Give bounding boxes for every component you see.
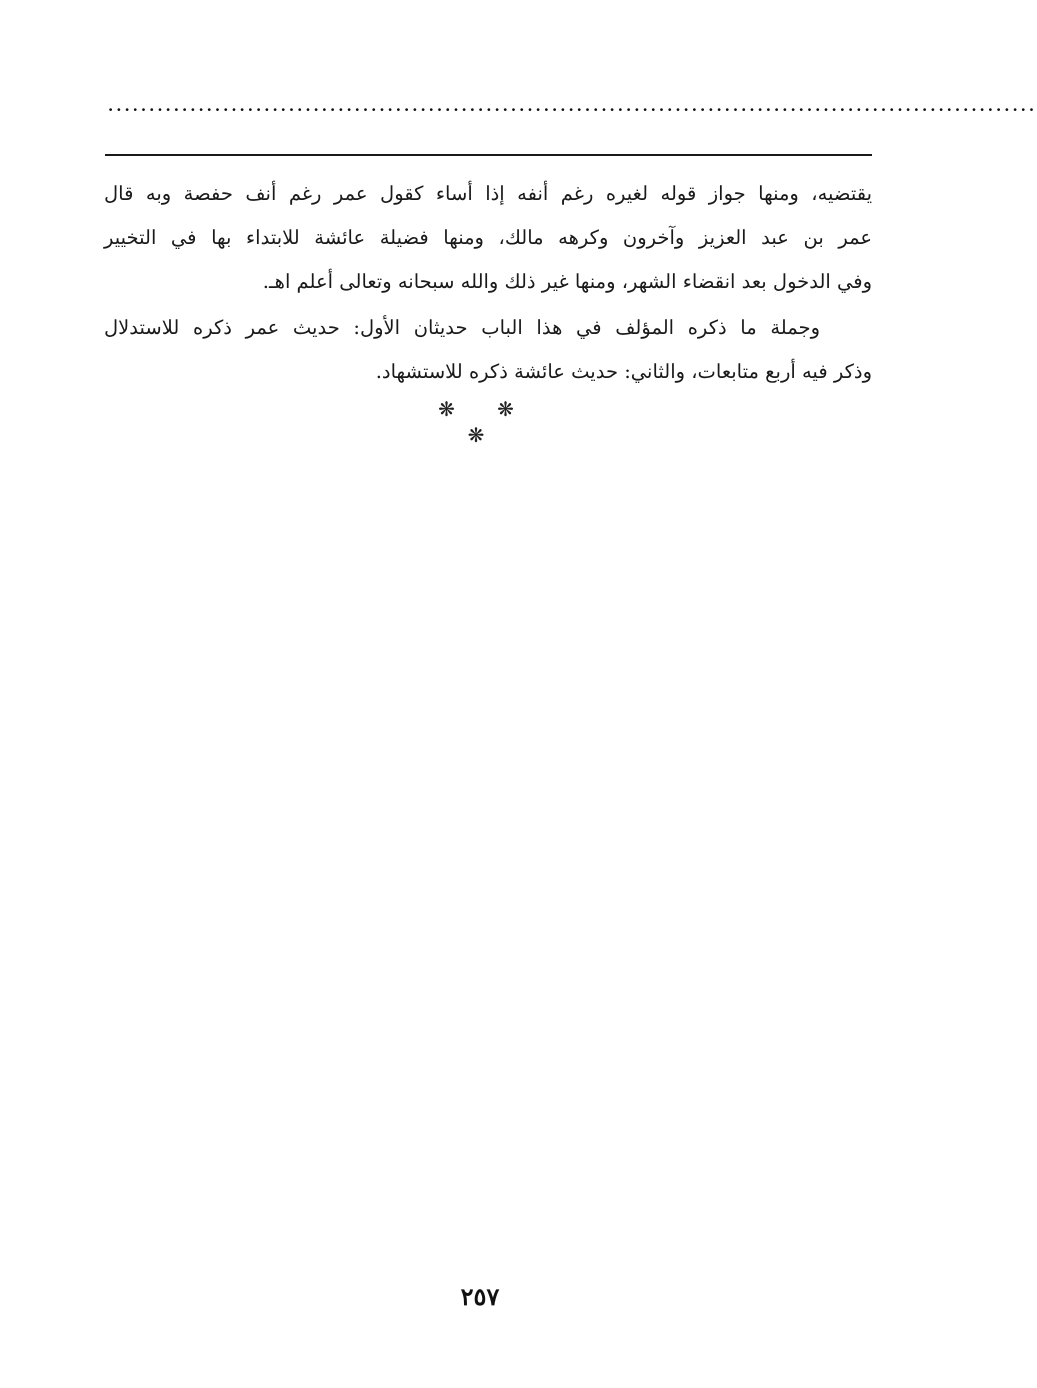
text-line: وذكر فيه أربع متابعات، والثاني: حديث عائشة ذكره للاستشهاد.: [375, 360, 872, 383]
page-number: ٢٥٧: [460, 1282, 500, 1311]
text-line: يقتضيه، ومنها جواز قوله لغيره رغم أنفه إذا أساء كقول عمر رغم أنف حفصة وبه قال: [104, 182, 872, 205]
text-line: وجملة ما ذكره المؤلف في هذا الباب حديثان الأول: حديث عمر ذكره للاستدلال: [104, 316, 820, 339]
body-text: [104, 172, 872, 394]
horizontal-rule: [105, 154, 872, 156]
dotted-leader: .................................................................................................................: [108, 97, 1037, 115]
text-line: عمر بن عبد العزيز وآخرون وكرهه مالك، ومنها فضيلة عائشة للابتداء بها في التخيير: [104, 226, 872, 249]
paragraph-2: [104, 306, 872, 394]
text-line: وفي الدخول بعد انقضاء الشهر، ومنها غير ذلك والله سبحانه وتعالى أعلم اهـ.: [262, 270, 872, 293]
section-separator-asterisks: ❋ ❋ ❋: [438, 397, 532, 447]
paragraph-1: [104, 172, 872, 304]
